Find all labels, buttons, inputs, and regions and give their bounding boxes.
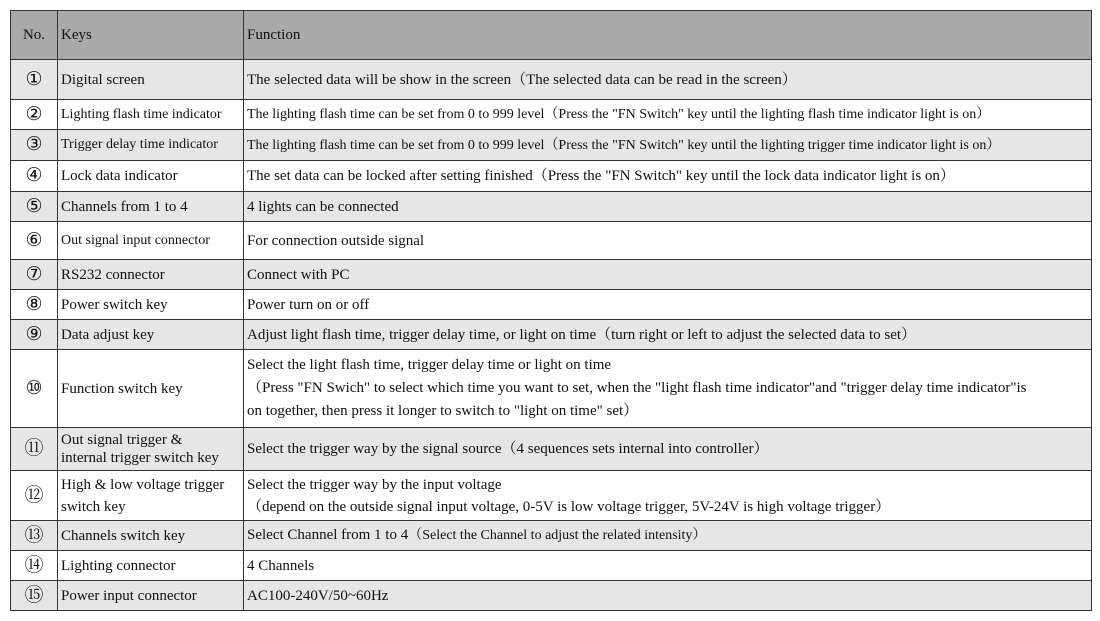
row-number: ⑩ bbox=[11, 350, 58, 428]
row-number: ⑭ bbox=[11, 551, 58, 581]
row-function: Power turn on or off bbox=[244, 290, 1092, 320]
row-function-note: （Select the Channel to adjust the related intensity） bbox=[408, 528, 707, 543]
row-function-main: The lighting flash time can be set from 0 to 999 level bbox=[247, 137, 545, 153]
row-function-line: （Press "FN Swich" to select which time you want to set, when the "light flash time indicator"and "trigger delay time indicator"is bbox=[247, 380, 1027, 396]
row-key bbox=[58, 428, 244, 471]
row-function-line: （depend on the outside signal input voltage, 0-5V is low voltage trigger, 5V-24V is high voltage trigger） bbox=[247, 498, 891, 515]
table-row bbox=[11, 260, 1092, 290]
row-key: Trigger delay time indicator bbox=[58, 130, 244, 161]
table-header-row bbox=[11, 11, 1092, 60]
row-key-line: High & low voltage trigger bbox=[61, 476, 225, 493]
row-function bbox=[244, 471, 1092, 521]
row-function-line: Select the trigger way by the input voltage bbox=[247, 476, 502, 493]
table-row bbox=[11, 60, 1092, 100]
row-key: Power input connector bbox=[58, 581, 244, 611]
row-key: Lighting connector bbox=[58, 551, 244, 581]
row-key: Function switch key bbox=[58, 350, 244, 428]
row-key: Digital screen bbox=[58, 60, 244, 100]
row-number: ⑮ bbox=[11, 581, 58, 611]
row-key: Data adjust key bbox=[58, 320, 244, 350]
row-function: Connect with PC bbox=[244, 260, 1092, 290]
row-key-line: Out signal trigger & bbox=[61, 432, 183, 448]
function-table bbox=[10, 10, 1092, 611]
row-function: For connection outside signal bbox=[244, 222, 1092, 260]
row-number: ⑪ bbox=[11, 428, 58, 471]
row-function: Select the trigger way by the signal source（4 sequences sets internal into controller） bbox=[244, 428, 1092, 471]
table-row bbox=[11, 161, 1092, 192]
row-key: RS232 connector bbox=[58, 260, 244, 290]
row-key: Power switch key bbox=[58, 290, 244, 320]
row-key: Channels switch key bbox=[58, 521, 244, 551]
table-row bbox=[11, 320, 1092, 350]
row-key: Lock data indicator bbox=[58, 161, 244, 192]
row-function bbox=[244, 130, 1092, 161]
table-row bbox=[11, 192, 1092, 222]
header-no: No. bbox=[11, 11, 58, 60]
table-row bbox=[11, 350, 1092, 428]
row-function: 4 lights can be connected bbox=[244, 192, 1092, 222]
row-function: Adjust light flash time, trigger delay time, or light on time（turn right or left to adjust the selected data to set） bbox=[244, 320, 1092, 350]
row-number: ③ bbox=[11, 130, 58, 161]
row-key-line: switch key bbox=[61, 498, 126, 515]
row-function: AC100-240V/50~60Hz bbox=[244, 581, 1092, 611]
row-function-note: （Press the "FN Switch" key until the lighting trigger time indicator light is on） bbox=[544, 137, 1001, 153]
row-number: ⑫ bbox=[11, 471, 58, 521]
table-row bbox=[11, 551, 1092, 581]
row-number: ⑨ bbox=[11, 320, 58, 350]
row-number: ⑥ bbox=[11, 222, 58, 260]
row-function bbox=[244, 521, 1092, 551]
row-function: The lighting flash time can be set from 0 to 999 level（Press the "FN Switch" key until the lighting flash time indicator light is on） bbox=[244, 100, 1092, 130]
row-number: ⑧ bbox=[11, 290, 58, 320]
row-function-main: Select Channel from 1 to 4 bbox=[247, 527, 409, 543]
row-number: ② bbox=[11, 100, 58, 130]
row-number: ⑬ bbox=[11, 521, 58, 551]
row-function-line: Select the light flash time, trigger delay time or light on time bbox=[247, 357, 612, 373]
row-function: The selected data will be show in the screen（The selected data can be read in the screen） bbox=[244, 60, 1092, 100]
row-number: ⑦ bbox=[11, 260, 58, 290]
row-function-line: on together, then press it longer to switch to "light on time" set） bbox=[247, 403, 639, 419]
table-row bbox=[11, 100, 1092, 130]
table-row bbox=[11, 581, 1092, 611]
row-function: 4 Channels bbox=[244, 551, 1092, 581]
table-row bbox=[11, 428, 1092, 471]
row-key: Channels from 1 to 4 bbox=[58, 192, 244, 222]
row-key: Out signal input connector bbox=[58, 222, 244, 260]
table-row bbox=[11, 290, 1092, 320]
row-key-line: internal trigger switch key bbox=[61, 450, 219, 466]
table-row bbox=[11, 471, 1092, 521]
row-function: The set data can be locked after setting finished（Press the "FN Switch" key until the lock data indicator light is on） bbox=[244, 161, 1092, 192]
row-key bbox=[58, 471, 244, 521]
table-row bbox=[11, 130, 1092, 161]
row-number: ① bbox=[11, 60, 58, 100]
header-keys: Keys bbox=[58, 11, 244, 60]
table-row bbox=[11, 521, 1092, 551]
row-number: ④ bbox=[11, 161, 58, 192]
row-function bbox=[244, 350, 1092, 428]
row-key: Lighting flash time indicator bbox=[58, 100, 244, 130]
row-number: ⑤ bbox=[11, 192, 58, 222]
table-row bbox=[11, 222, 1092, 260]
header-function: Function bbox=[244, 11, 1092, 60]
